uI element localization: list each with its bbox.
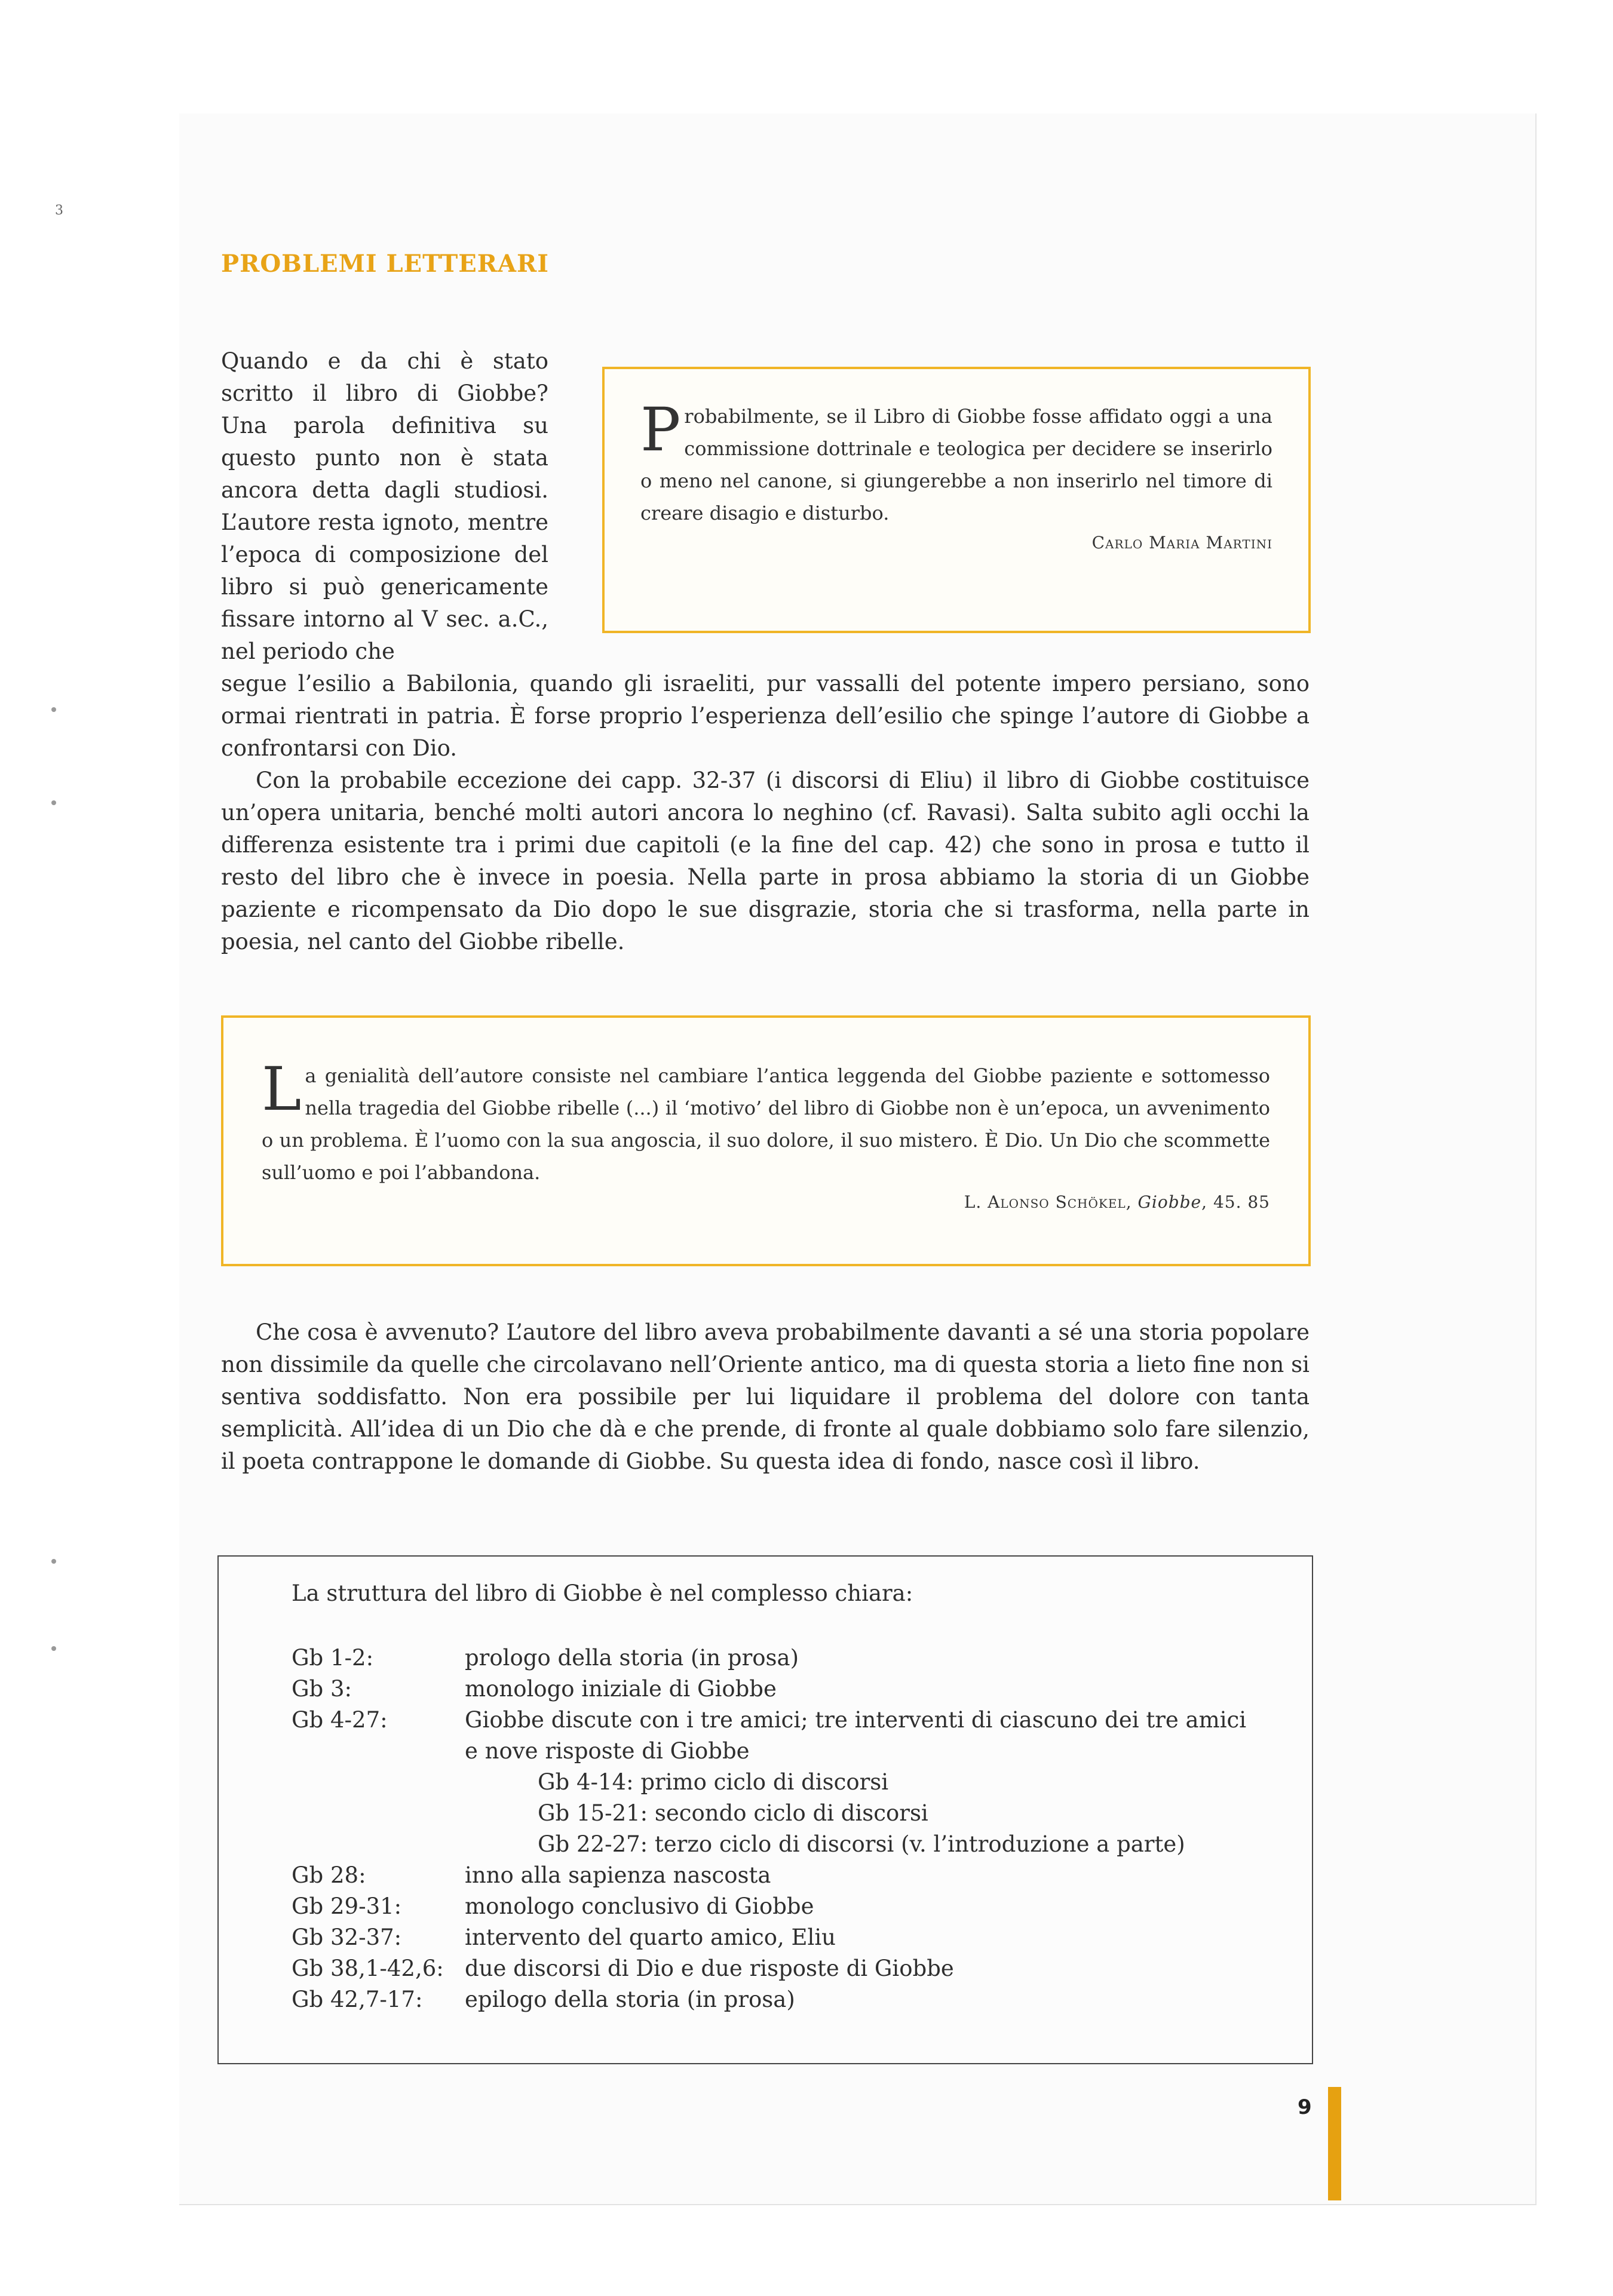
structure-desc: Giobbe discute con i tre amici; tre interventi di ciascuno dei tre amici e nove risposte di Giobbe [465,1707,1247,1764]
quote-ref: , 45. 85 [1201,1192,1270,1212]
structure-desc: epilogo della storia (in prosa) [465,1987,795,2012]
paragraph-3: Che cosa è avvenuto? L’autore del libro aveva probabilmente davanti a sé una storia popolare non dissimile da quelle che circolavano nell’Oriente antico, ma di questa storia a lieto fine non si sentiva soddisfatto. Non era possibile per lui liquidare il problema del dolore con tanta semplicità. All’idea di un Dio che dà e che prende, di fronte al quale dobbiamo solo fare silenzio, il poeta contrappone le domande di Giobbe. Su questa idea di fondo, nasce così il libro. [221,1319,1310,1474]
margin-dot [51,1559,56,1564]
structure-desc: monologo iniziale di Giobbe [465,1676,777,1702]
structure-desc: inno alla sapienza nascosta [465,1862,771,1888]
quote-body: robabilmente, se il Libro di Giobbe fosse affidato oggi a una commissione dottrinale e teologica per decidere se inserirlo o meno nel canone, si giungerebbe a non inserirlo nel timore di creare disagio e disturbo. [640,405,1272,524]
quote-author: Carlo Maria Martini [1091,533,1272,552]
quote-body: a genialità dell’autore consiste nel cambiare l’antica leggenda del Giobbe paziente e sottomesso nella tragedia del Giobbe ribelle (...) il ‘motivo’ del libro di Giobbe non è un’epoca, un avvenimento o un problema. È l’uomo con la sua angoscia, il suo dolore, il suo mistero. È Dio. Un Dio che scommette sull’uomo e poi l’abbandona. [262,1064,1270,1184]
structure-subrow: Gb 4-14: primo ciclo di discorsi [538,1769,889,1795]
page-accent-bar [1328,2087,1341,2200]
structure-code: Gb 29-31: [292,1893,402,1919]
structure-code: Gb 28: [292,1862,366,1888]
intro-column [221,345,548,668]
structure-desc: prologo della storia (in prosa) [465,1645,799,1671]
quote-author-name: L. Alonso Schökel, [964,1192,1132,1212]
quote-box-martini [602,367,1311,633]
section-title: PROBLEMI LETTERARI [221,250,549,278]
margin-dot [51,707,56,712]
structure-code: Gb 4-27: [292,1707,388,1733]
structure-desc: intervento del quarto amico, Eliu [465,1924,836,1950]
structure-row [292,1643,1247,1674]
dropcap: L [262,1054,302,1124]
structure-row [292,1860,1247,1891]
dropcap: P [640,395,681,465]
intro-continuation-text: segue l’esilio a Babilonia, quando gli israeliti, pur vassalli del potente impero persiano, sono ormai rientrati in patria. È forse proprio l’esperienza dell’esilio che spinge l’autore di Giobbe a confrontarsi con Dio. [221,671,1310,761]
structure-desc: monologo conclusivo di Giobbe [465,1893,814,1919]
paragraph-unity: Con la probabile eccezione dei capp. 32-37 (i discorsi di Eliu) il libro di Giobbe costituisce un’opera unitaria, benché molti autori ancora lo neghino (cf. Ravasi). Salta subito agli occhi la differenza esistente tra i primi due capitoli (e la fine del cap. 42) che sono in prosa e tutto il resto del libro che è invece in poesia. Nella parte in prosa abbiamo la storia di un Giobbe paziente e ricompensato da Dio dopo le sue disgrazie, storia che si trasforma, nella parte in poesia, nel canto del Giobbe ribelle. [221,768,1310,954]
quote-author [262,1192,1270,1212]
structure-code: Gb 3: [292,1676,352,1702]
corner-mark: 3 [55,203,63,218]
intro-paragraph: Quando e da chi è stato scritto il libro di Giobbe? Una parola definitiva su questo punto non è stata ancora detta dagli studiosi. L’autore resta ignoto, mentre l’epoca di composizione del libro si può genericamente fissare intorno al V sec. a.C., nel periodo che [221,348,548,664]
structure-row [292,1922,1247,1953]
structure-intro: La struttura del libro di Giobbe è nel complesso chiara: [292,1580,913,1606]
structure-desc: due discorsi di Dio e due risposte di Giobbe [465,1956,954,1981]
structure-subrow: Gb 15-21: secondo ciclo di discorsi [538,1800,928,1826]
structure-code: Gb 42,7-17: [292,1987,423,2012]
structure-code: Gb 38,1-42,6: [292,1956,444,1981]
structure-box [217,1555,1313,2064]
structure-row [292,1705,1247,1767]
quote-box-schokel [221,1015,1311,1266]
structure-row [292,1953,1247,1984]
intro-continuation [221,668,1310,958]
margin-dot [51,800,56,805]
structure-row [292,1891,1247,1922]
quote-text [640,395,1272,529]
paragraph-what-happened [221,1316,1310,1478]
structure-code: Gb 32-37: [292,1924,402,1950]
structure-code: Gb 1-2: [292,1645,374,1671]
quote-text [262,1054,1270,1189]
quote-work: Giobbe [1137,1192,1202,1212]
structure-row [292,1674,1247,1705]
margin-dot [51,1646,56,1651]
structure-row [292,1984,1247,2015]
page-number: 9 [1298,2095,1312,2119]
structure-subrow: Gb 22-27: terzo ciclo di discorsi (v. l’introduzione a parte) [538,1831,1185,1857]
